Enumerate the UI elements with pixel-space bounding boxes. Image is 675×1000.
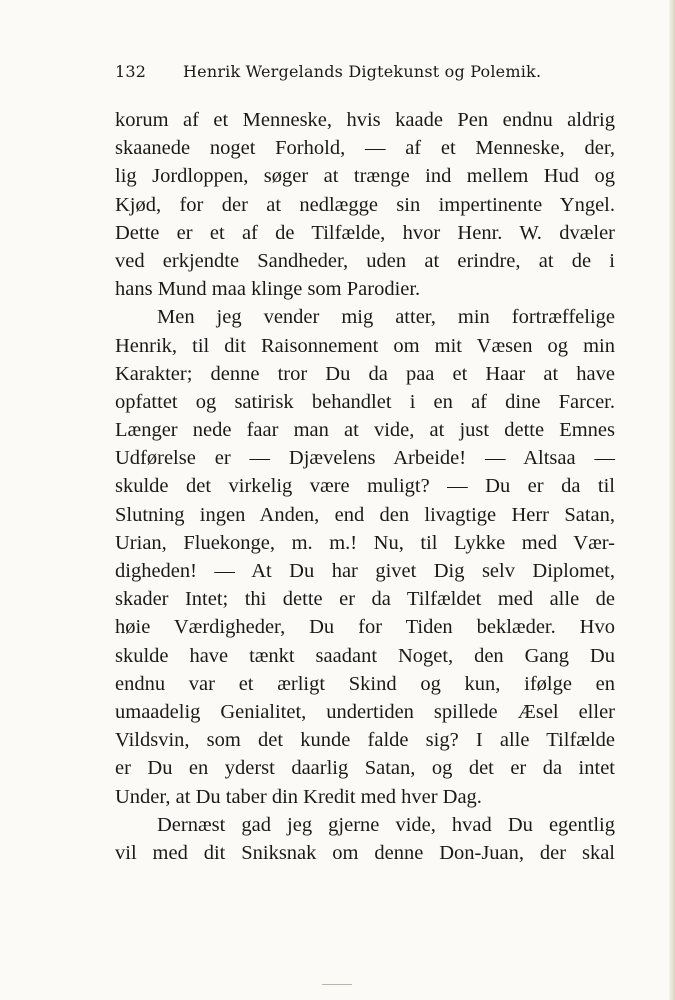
footer-mark: [322, 984, 352, 985]
text-line-9: Henrik, til dit Raisonnement om mit Væsen og min: [115, 334, 615, 357]
text-line-19: høie Værdigheder, Du for Tiden beklæder. Hvo: [115, 616, 615, 639]
text-line-8: Men jeg vender mig atter, min fortræffelige: [157, 306, 615, 329]
text-line-7: hans Mund maa klinge som Parodier.: [115, 278, 421, 301]
text-line-1: korum af et Menneske, hvis kaade Pen endnu aldrig: [115, 109, 615, 131]
running-title: Henrik Wergelands Digtekunst og Polemik.: [183, 62, 542, 81]
text-line-17: digheden! — At Du har givet Dig selv Diplomet,: [115, 560, 615, 582]
text-line-13: Udførelse er — Djævelens Arbeide! — Altsaa —: [115, 447, 615, 470]
text-line-2: skaanede noget Forhold, — af et Menneske, der,: [115, 137, 615, 160]
running-header: [115, 58, 615, 88]
text-line-12: Længer nede faar man at vide, at just dette Emnes: [115, 419, 615, 442]
text-line-26: Dernæst gad jeg gjerne vide, hvad Du egentlig: [157, 813, 615, 836]
text-line-18: skader Intet; thi dette er da Tilfældet med alle de: [115, 588, 615, 611]
text-line-16: Urian, Fluekonge, m. m.! Nu, til Lykke med Vær-: [115, 531, 615, 554]
body-text: [115, 106, 615, 867]
text-line-20: skulde have tænkt saadant Noget, den Gang Du: [115, 644, 615, 667]
text-line-21: endnu var et ærligt Skind og kun, ifølge en: [115, 672, 615, 695]
text-line-10: Karakter; denne tror Du da paa et Haar at have: [115, 362, 615, 385]
text-line-27: vil med dit Sniksnak om denne Don-Juan, der skal: [115, 841, 615, 864]
text-line-11: opfattet og satirisk behandlet i en af dine Farcer.: [115, 390, 615, 413]
text-line-4: Kjød, for der at nedlægge sin impertinente Yngel.: [115, 193, 615, 216]
page-edge: [669, 0, 675, 1000]
text-line-25: Under, at Du taber din Kredit med hver Dag.: [115, 785, 482, 808]
text-line-6: ved erkjendte Sandheder, uden at erindre, at de i: [115, 249, 615, 272]
text-line-22: umaadelig Genialitet, undertiden spillede Æsel eller: [115, 700, 615, 723]
text-line-24: er Du en yderst daarlig Satan, og det er da intet: [115, 757, 615, 780]
text-line-5: Dette er et af de Tilfælde, hvor Henr. W. dvæler: [115, 221, 615, 244]
text-line-23: Vildsvin, som det kunde falde sig? I alle Tilfælde: [115, 729, 615, 752]
page-number: 132: [115, 62, 147, 81]
text-line-14: skulde det virkelig være muligt? — Du er da til: [115, 475, 615, 498]
text-line-15: Slutning ingen Anden, end den livagtige Herr Satan,: [115, 503, 615, 526]
text-line-3: lig Jordloppen, søger at trænge ind mellem Hud og: [115, 165, 615, 188]
